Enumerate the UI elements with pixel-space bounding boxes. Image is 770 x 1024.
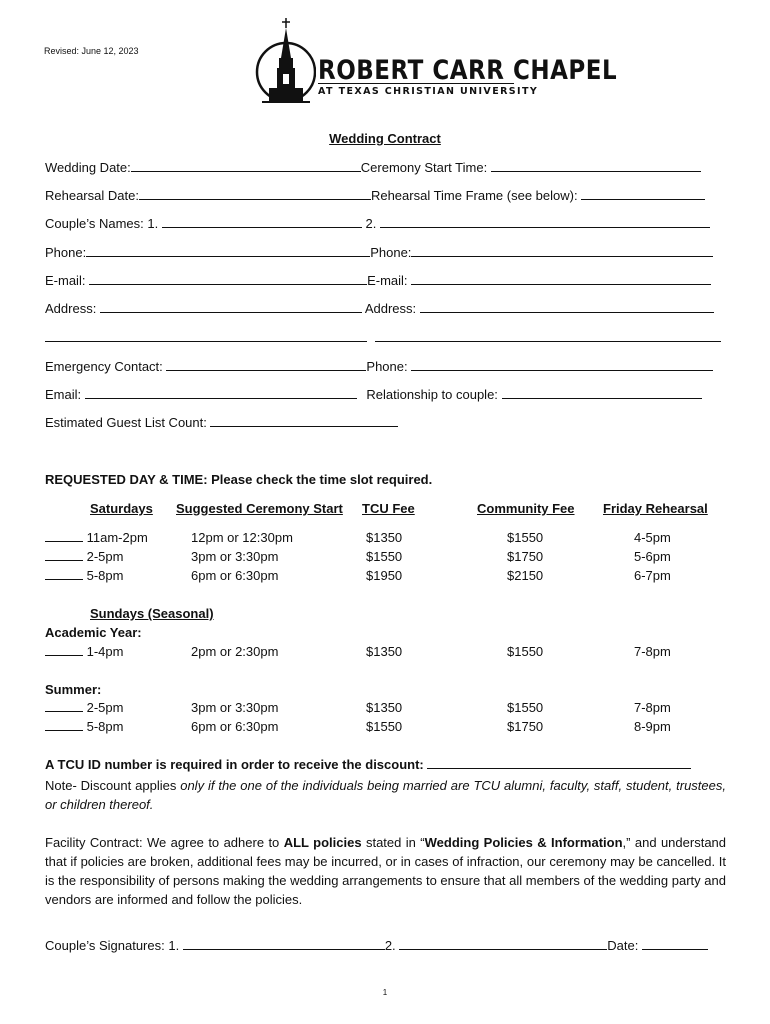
date-label: Date: bbox=[607, 938, 639, 953]
rehearsal-frame-blank[interactable] bbox=[581, 188, 705, 200]
discount-note bbox=[45, 776, 726, 814]
email-field[interactable] bbox=[45, 273, 711, 288]
facility-text: ,” and understand that if policies are broken, additional fees may be incurred, or in cases of infraction, our ceremony may be cancelled. It is the responsibility of persons making the wedding arrangements to ensure that all members of the wedding party and vendors are informed and follow the policies. bbox=[45, 835, 727, 907]
ceremony-start: 3pm or 3:30pm bbox=[191, 700, 279, 715]
tcu-fee: $1550 bbox=[366, 719, 403, 734]
community-fee: $1750 bbox=[507, 549, 544, 564]
rehearsal-time: 6-7pm bbox=[634, 568, 671, 583]
relationship-blank[interactable] bbox=[502, 387, 702, 399]
facility-text: Facility Contract: We agree to adhere to bbox=[45, 835, 284, 850]
tcu-fee: $1350 bbox=[366, 530, 403, 545]
emergency-email-field[interactable] bbox=[45, 387, 702, 402]
address-2-label: Address: bbox=[364, 301, 417, 316]
slot-time: 2-5pm bbox=[86, 549, 124, 564]
email-2-label: E-mail: bbox=[367, 273, 408, 288]
emergency-phone-label: Phone: bbox=[366, 359, 408, 374]
address-1-label: Address: bbox=[45, 301, 97, 316]
community-fee: $1550 bbox=[507, 644, 544, 659]
col-tcu-fee: TCU Fee bbox=[362, 501, 415, 516]
slot-checkbox[interactable] bbox=[45, 530, 83, 542]
tcu-fee: $1350 bbox=[366, 644, 403, 659]
tcu-fee: $1550 bbox=[366, 549, 403, 564]
revised-date: Revised: June 12, 2023 bbox=[44, 46, 139, 56]
address-line-2[interactable] bbox=[45, 330, 721, 345]
logo-divider bbox=[318, 83, 514, 84]
guest-count-blank[interactable] bbox=[210, 415, 398, 427]
tcu-id-blank[interactable] bbox=[427, 757, 691, 769]
relationship-label: Relationship to couple: bbox=[366, 387, 498, 402]
rehearsal-date-blank[interactable] bbox=[139, 188, 371, 200]
slot-time: 5-8pm bbox=[86, 568, 124, 583]
ceremony-start: 12pm or 12:30pm bbox=[191, 530, 293, 545]
page-number: 1 bbox=[382, 988, 388, 997]
academic-year-label: Academic Year: bbox=[45, 625, 142, 640]
date-blank[interactable] bbox=[642, 938, 708, 950]
guest-count-field[interactable] bbox=[45, 415, 398, 430]
phone-1-blank[interactable] bbox=[86, 245, 370, 257]
col-community-fee: Community Fee bbox=[477, 501, 575, 516]
ceremony-start: 3pm or 3:30pm bbox=[191, 549, 279, 564]
slot-checkbox[interactable] bbox=[45, 644, 83, 656]
signatures-field[interactable] bbox=[45, 938, 708, 953]
phone-2-label: Phone: bbox=[370, 245, 412, 260]
couples-names-field[interactable] bbox=[45, 216, 710, 231]
facility-bold: Wedding Policies & Information bbox=[424, 835, 623, 850]
ceremony-start-label: Ceremony Start Time: bbox=[360, 160, 488, 175]
couple-1-blank[interactable] bbox=[162, 216, 362, 228]
phone-2-blank[interactable] bbox=[411, 245, 713, 257]
sundays-heading: Sundays (Seasonal) bbox=[90, 606, 214, 621]
discount-note-prefix: Note- Discount applies bbox=[45, 778, 181, 793]
slot-time: 2-5pm bbox=[86, 700, 124, 715]
chapel-steeple-icon bbox=[254, 16, 316, 106]
signature-2-blank[interactable] bbox=[399, 938, 607, 950]
wedding-date-blank[interactable] bbox=[131, 160, 361, 172]
community-fee: $1550 bbox=[507, 700, 544, 715]
emergency-contact-field[interactable] bbox=[45, 359, 713, 374]
phone-field[interactable] bbox=[45, 245, 713, 260]
signature-1-blank[interactable] bbox=[183, 938, 385, 950]
email-2-blank[interactable] bbox=[411, 273, 711, 285]
slot-checkbox[interactable] bbox=[45, 700, 83, 712]
wedding-date-field[interactable] bbox=[45, 160, 701, 175]
couple-2-label: 2. bbox=[365, 216, 377, 231]
rehearsal-date-field[interactable] bbox=[45, 188, 705, 203]
slot-checkbox[interactable] bbox=[45, 549, 83, 561]
slot-time: 11am-2pm bbox=[86, 530, 148, 545]
rehearsal-time: 7-8pm bbox=[634, 644, 671, 659]
discount-note-italic: only if the one of the individuals being married are TCU alumni, faculty, staff, student, trustees, or children thereof. bbox=[45, 778, 726, 812]
rehearsal-time: 5-6pm bbox=[634, 549, 671, 564]
rehearsal-frame-label: Rehearsal Time Frame (see below): bbox=[370, 188, 578, 203]
schedule-heading: REQUESTED DAY & TIME: Please check the time slot required. bbox=[45, 472, 433, 487]
address-field[interactable] bbox=[45, 301, 714, 316]
guest-count-label: Estimated Guest List Count: bbox=[45, 415, 207, 430]
rehearsal-time: 7-8pm bbox=[634, 700, 671, 715]
rehearsal-time: 8-9pm bbox=[634, 719, 671, 734]
ceremony-start: 6pm or 6:30pm bbox=[191, 719, 279, 734]
col-saturdays: Saturdays bbox=[90, 501, 153, 516]
emergency-blank[interactable] bbox=[166, 359, 366, 371]
slot-time: 5-8pm bbox=[86, 719, 124, 734]
slot-checkbox[interactable] bbox=[45, 568, 83, 580]
tcu-fee: $1950 bbox=[366, 568, 403, 583]
couples-names-label: Couple’s Names: 1. bbox=[45, 216, 159, 231]
tcu-fee: $1350 bbox=[366, 700, 403, 715]
facility-bold: ALL policies bbox=[283, 835, 362, 850]
ceremony-start: 2pm or 2:30pm bbox=[191, 644, 279, 659]
facility-contract bbox=[45, 833, 726, 909]
slot-time: 1-4pm bbox=[86, 644, 124, 659]
logo-subtitle: AT TEXAS CHRISTIAN UNIVERSITY bbox=[318, 86, 539, 97]
tcu-id-label: A TCU ID number is required in order to receive the discount: bbox=[45, 757, 424, 772]
email-1-blank[interactable] bbox=[89, 273, 367, 285]
signature-2-label: 2. bbox=[384, 938, 396, 953]
facility-text: stated in “ bbox=[361, 835, 425, 850]
logo-name: ROBERT CARR CHAPEL bbox=[318, 56, 618, 86]
wedding-date-label: Wedding Date: bbox=[45, 160, 131, 175]
emergency-phone-blank[interactable] bbox=[411, 359, 713, 371]
phone-1-label: Phone: bbox=[45, 245, 87, 260]
community-fee: $1750 bbox=[507, 719, 544, 734]
col-friday-rehearsal: Friday Rehearsal bbox=[603, 501, 708, 516]
chapel-logo bbox=[254, 16, 618, 106]
signature-label: Couple’s Signatures: 1. bbox=[45, 938, 180, 953]
slot-checkbox[interactable] bbox=[45, 719, 83, 731]
rehearsal-date-label: Rehearsal Date: bbox=[45, 188, 139, 203]
summer-label: Summer: bbox=[45, 682, 102, 697]
email-1-label: E-mail: bbox=[45, 273, 86, 288]
couple-2-blank[interactable] bbox=[380, 216, 710, 228]
address-2-line2-blank[interactable] bbox=[375, 330, 721, 342]
emergency-label: Emergency Contact: bbox=[45, 359, 163, 374]
emergency-email-blank[interactable] bbox=[85, 387, 357, 399]
community-fee: $1550 bbox=[507, 530, 544, 545]
community-fee: $2150 bbox=[507, 568, 544, 583]
emergency-email-label: Email: bbox=[45, 387, 82, 402]
address-2-blank[interactable] bbox=[420, 301, 714, 313]
address-1-blank[interactable] bbox=[100, 301, 362, 313]
col-ceremony-start: Suggested Ceremony Start bbox=[176, 501, 343, 516]
tcu-id-field[interactable] bbox=[45, 757, 691, 772]
ceremony-start: 6pm or 6:30pm bbox=[191, 568, 279, 583]
address-1-line2-blank[interactable] bbox=[45, 330, 367, 342]
page-title: Wedding Contract bbox=[329, 131, 441, 146]
rehearsal-time: 4-5pm bbox=[634, 530, 671, 545]
ceremony-start-blank[interactable] bbox=[491, 160, 701, 172]
